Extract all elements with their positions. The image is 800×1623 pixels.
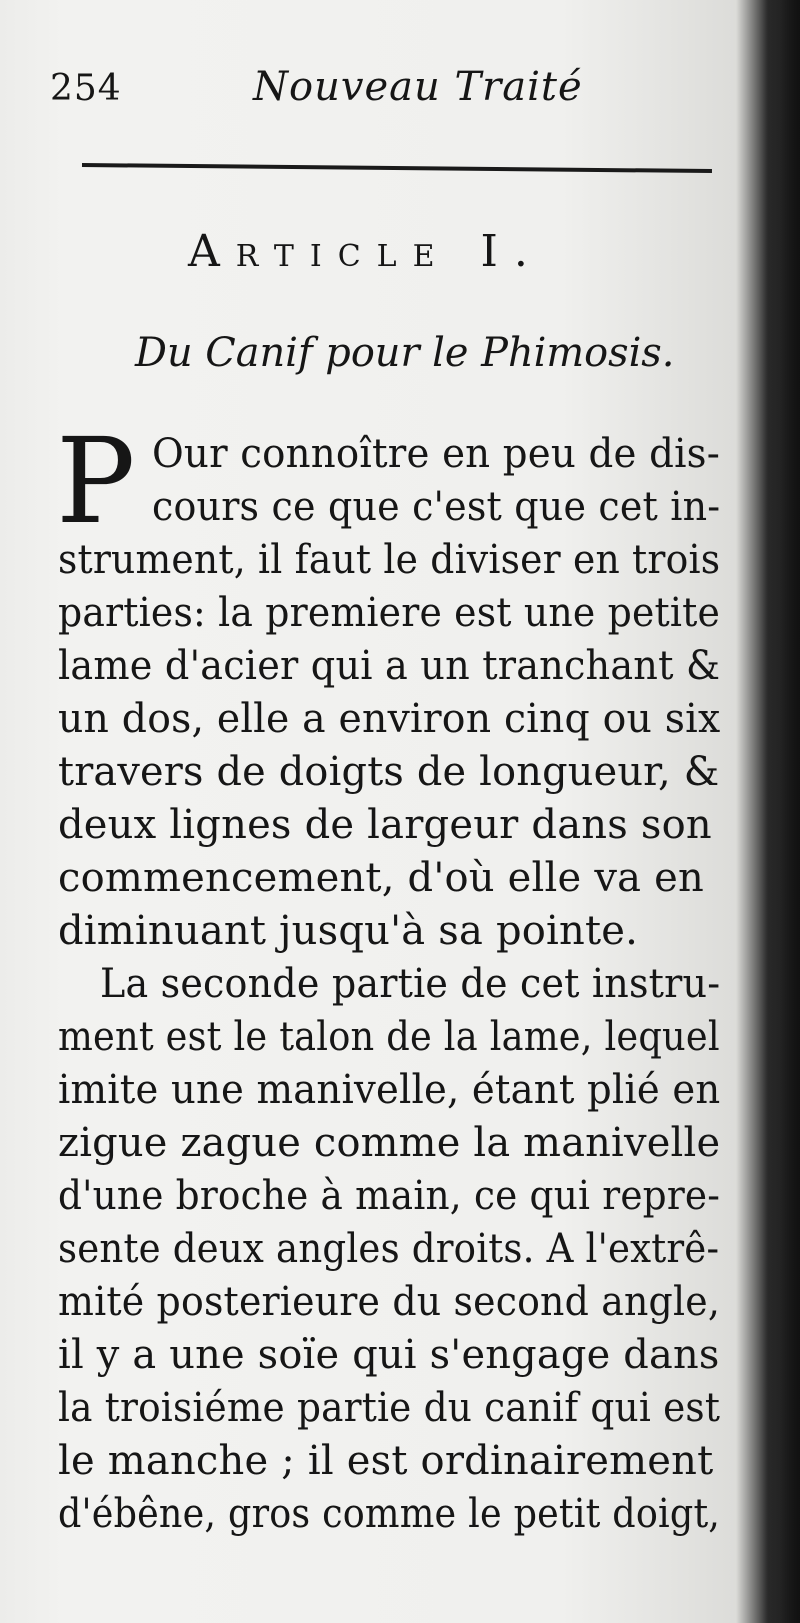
body-line: ment est le talon de la lame, lequel — [58, 1014, 720, 1060]
body-line: imite une manivelle, étant plié en — [58, 1067, 721, 1113]
article-subtitle: Du Canif pour le Phimosis. — [135, 330, 675, 376]
body-line: strument, il faut le diviser en trois — [58, 537, 721, 583]
body-line: d'ébêne, gros comme le petit doigt, — [58, 1491, 721, 1537]
body-line: le manche ; il est ordinairement — [58, 1438, 714, 1484]
running-title: Nouveau Traité — [253, 64, 583, 110]
body-line: d'une broche à main, ce qui repre- — [58, 1173, 721, 1219]
binding-gutter-shadow — [762, 0, 800, 1623]
page-number: 254 — [50, 68, 122, 109]
article-heading-initial: A — [188, 226, 236, 277]
page-header — [48, 60, 708, 120]
body-line: deux lignes de largeur dans son — [58, 802, 712, 848]
body-line: travers de doigts de longueur, & — [58, 749, 720, 795]
body-line: il y a une soïe qui s'engage dans — [58, 1332, 720, 1378]
body-line: sente deux angles droits. A l'extrê- — [58, 1226, 720, 1272]
body-line: parties: la premiere est une petite — [58, 590, 721, 636]
body-line: Our connoître en peu de dis- — [152, 431, 721, 477]
body-line: un dos, elle a environ cinq ou six — [58, 696, 721, 742]
article-heading-number: I. — [480, 226, 544, 277]
header-rule — [82, 163, 712, 173]
article-heading — [188, 226, 608, 277]
body-line: zigue zague comme la manivelle — [58, 1120, 721, 1166]
body-line: diminuant jusqu'à sa pointe. — [58, 908, 639, 954]
body-line: cours ce que c'est que cet in- — [152, 484, 721, 530]
body-line: lame d'acier qui a un tranchant & — [58, 643, 721, 689]
body-line: La seconde partie de cet instru- — [100, 961, 721, 1007]
body-line: la troisiéme partie du canif qui est — [58, 1385, 721, 1431]
article-heading-word: RTICLE — [235, 239, 451, 274]
drop-cap: P — [56, 412, 136, 550]
body-line: commencement, d'où elle va en — [58, 855, 704, 901]
body-line: mité posterieure du second angle, — [58, 1279, 721, 1325]
